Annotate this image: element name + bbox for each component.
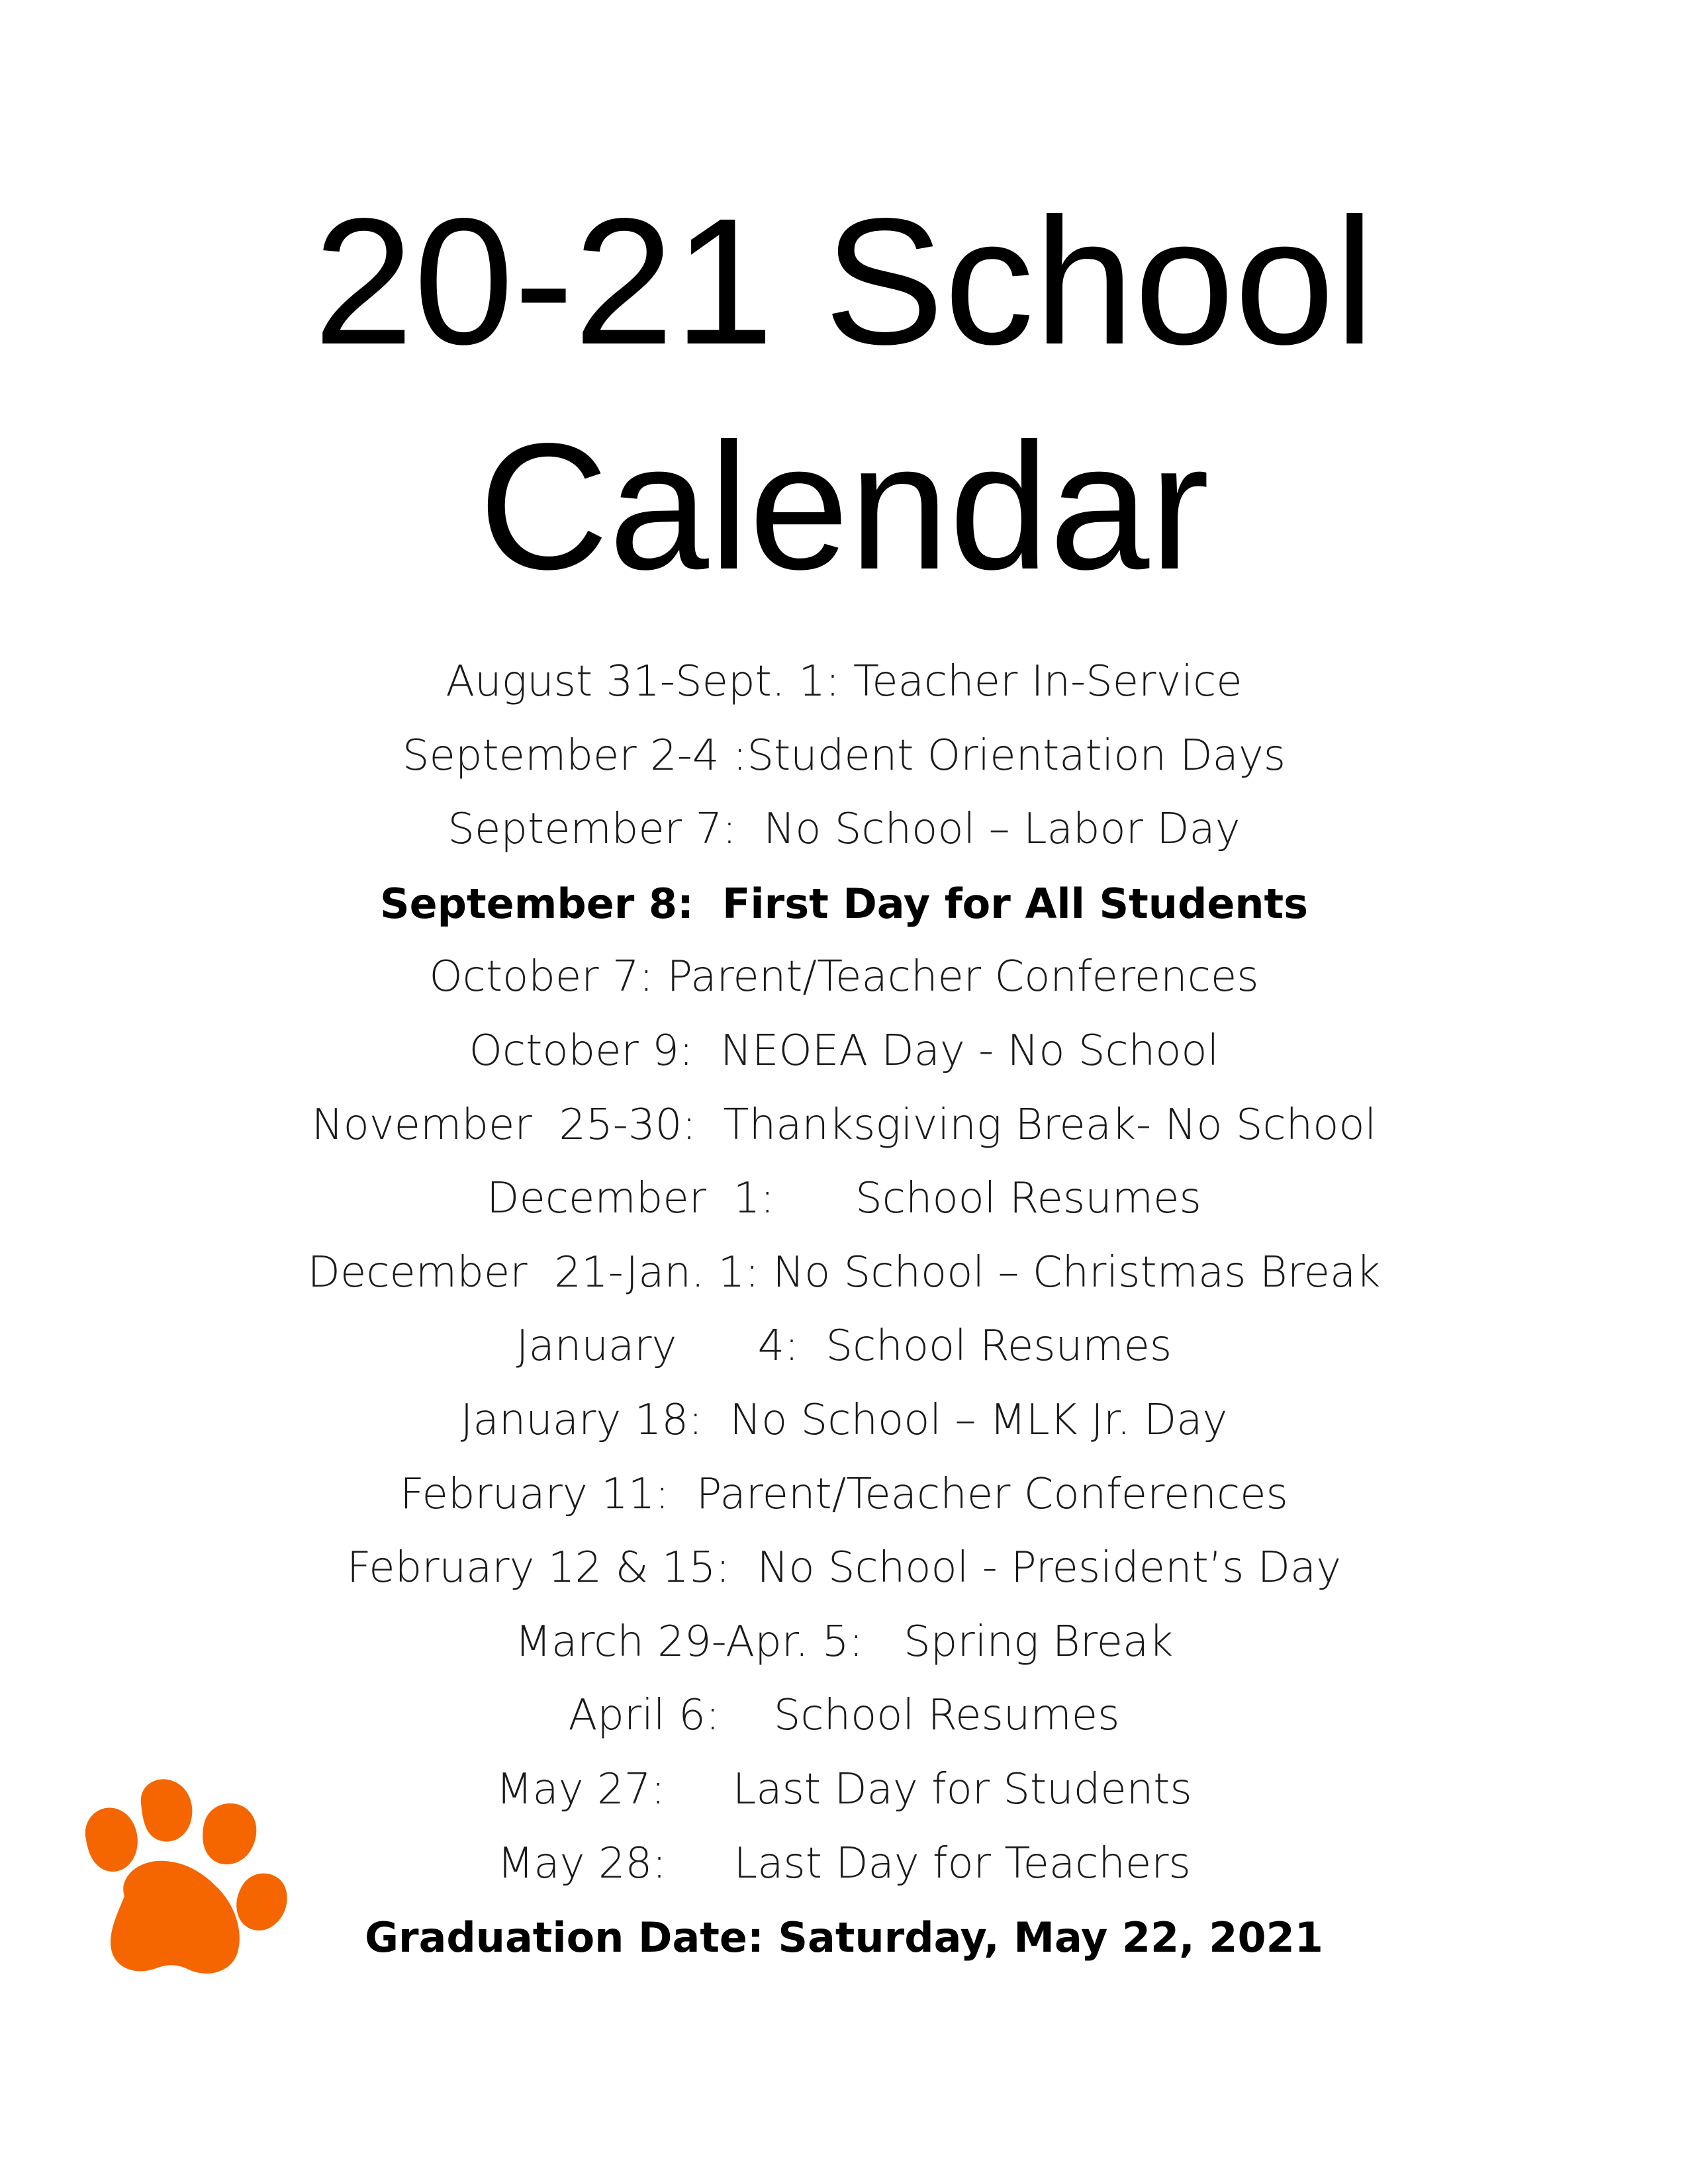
page-title-line-1: 20-21 School bbox=[313, 181, 1375, 382]
calendar-event-highlight: September 8: First Day for All Students bbox=[379, 879, 1309, 928]
calendar-event: November 25-30: Thanksgiving Break- No School bbox=[311, 1100, 1377, 1150]
calendar-event: February 11: Parent/Teacher Conferences bbox=[400, 1469, 1288, 1519]
calendar-event-list bbox=[0, 645, 1688, 1975]
calendar-event: October 7: Parent/Teacher Conferences bbox=[429, 952, 1259, 1002]
calendar-event: October 9: NEOEA Day - No School bbox=[469, 1026, 1219, 1075]
calendar-event: May 28: Last Day for Teachers bbox=[497, 1839, 1191, 1888]
page-title-line-2: Calendar bbox=[479, 406, 1209, 607]
calendar-event: February 12 & 15: No School - President’s Day bbox=[346, 1543, 1342, 1593]
calendar-event: December 21-Jan. 1: No School – Christmas Break bbox=[307, 1248, 1381, 1297]
calendar-event: May 27: Last Day for Students bbox=[496, 1764, 1192, 1814]
graduation-date: Graduation Date: Saturday, May 22, 2021 bbox=[365, 1913, 1323, 1962]
calendar-event: August 31-Sept. 1: Teacher In-Service bbox=[445, 657, 1243, 706]
calendar-event: March 29-Apr. 5: Spring Break bbox=[514, 1617, 1174, 1666]
calendar-event: January 18: No School – MLK Jr. Day bbox=[460, 1395, 1228, 1445]
calendar-event: September 7: No School – Labor Day bbox=[447, 805, 1241, 854]
calendar-event: December 1: School Resumes bbox=[487, 1174, 1201, 1224]
calendar-event: January 4: School Resumes bbox=[516, 1322, 1172, 1371]
page-title bbox=[0, 169, 1688, 619]
tiger-paw-icon bbox=[78, 1777, 290, 1982]
calendar-event: April 6: School Resumes bbox=[568, 1691, 1120, 1741]
calendar-event: September 2-4 :Student Orientation Days bbox=[402, 731, 1286, 780]
